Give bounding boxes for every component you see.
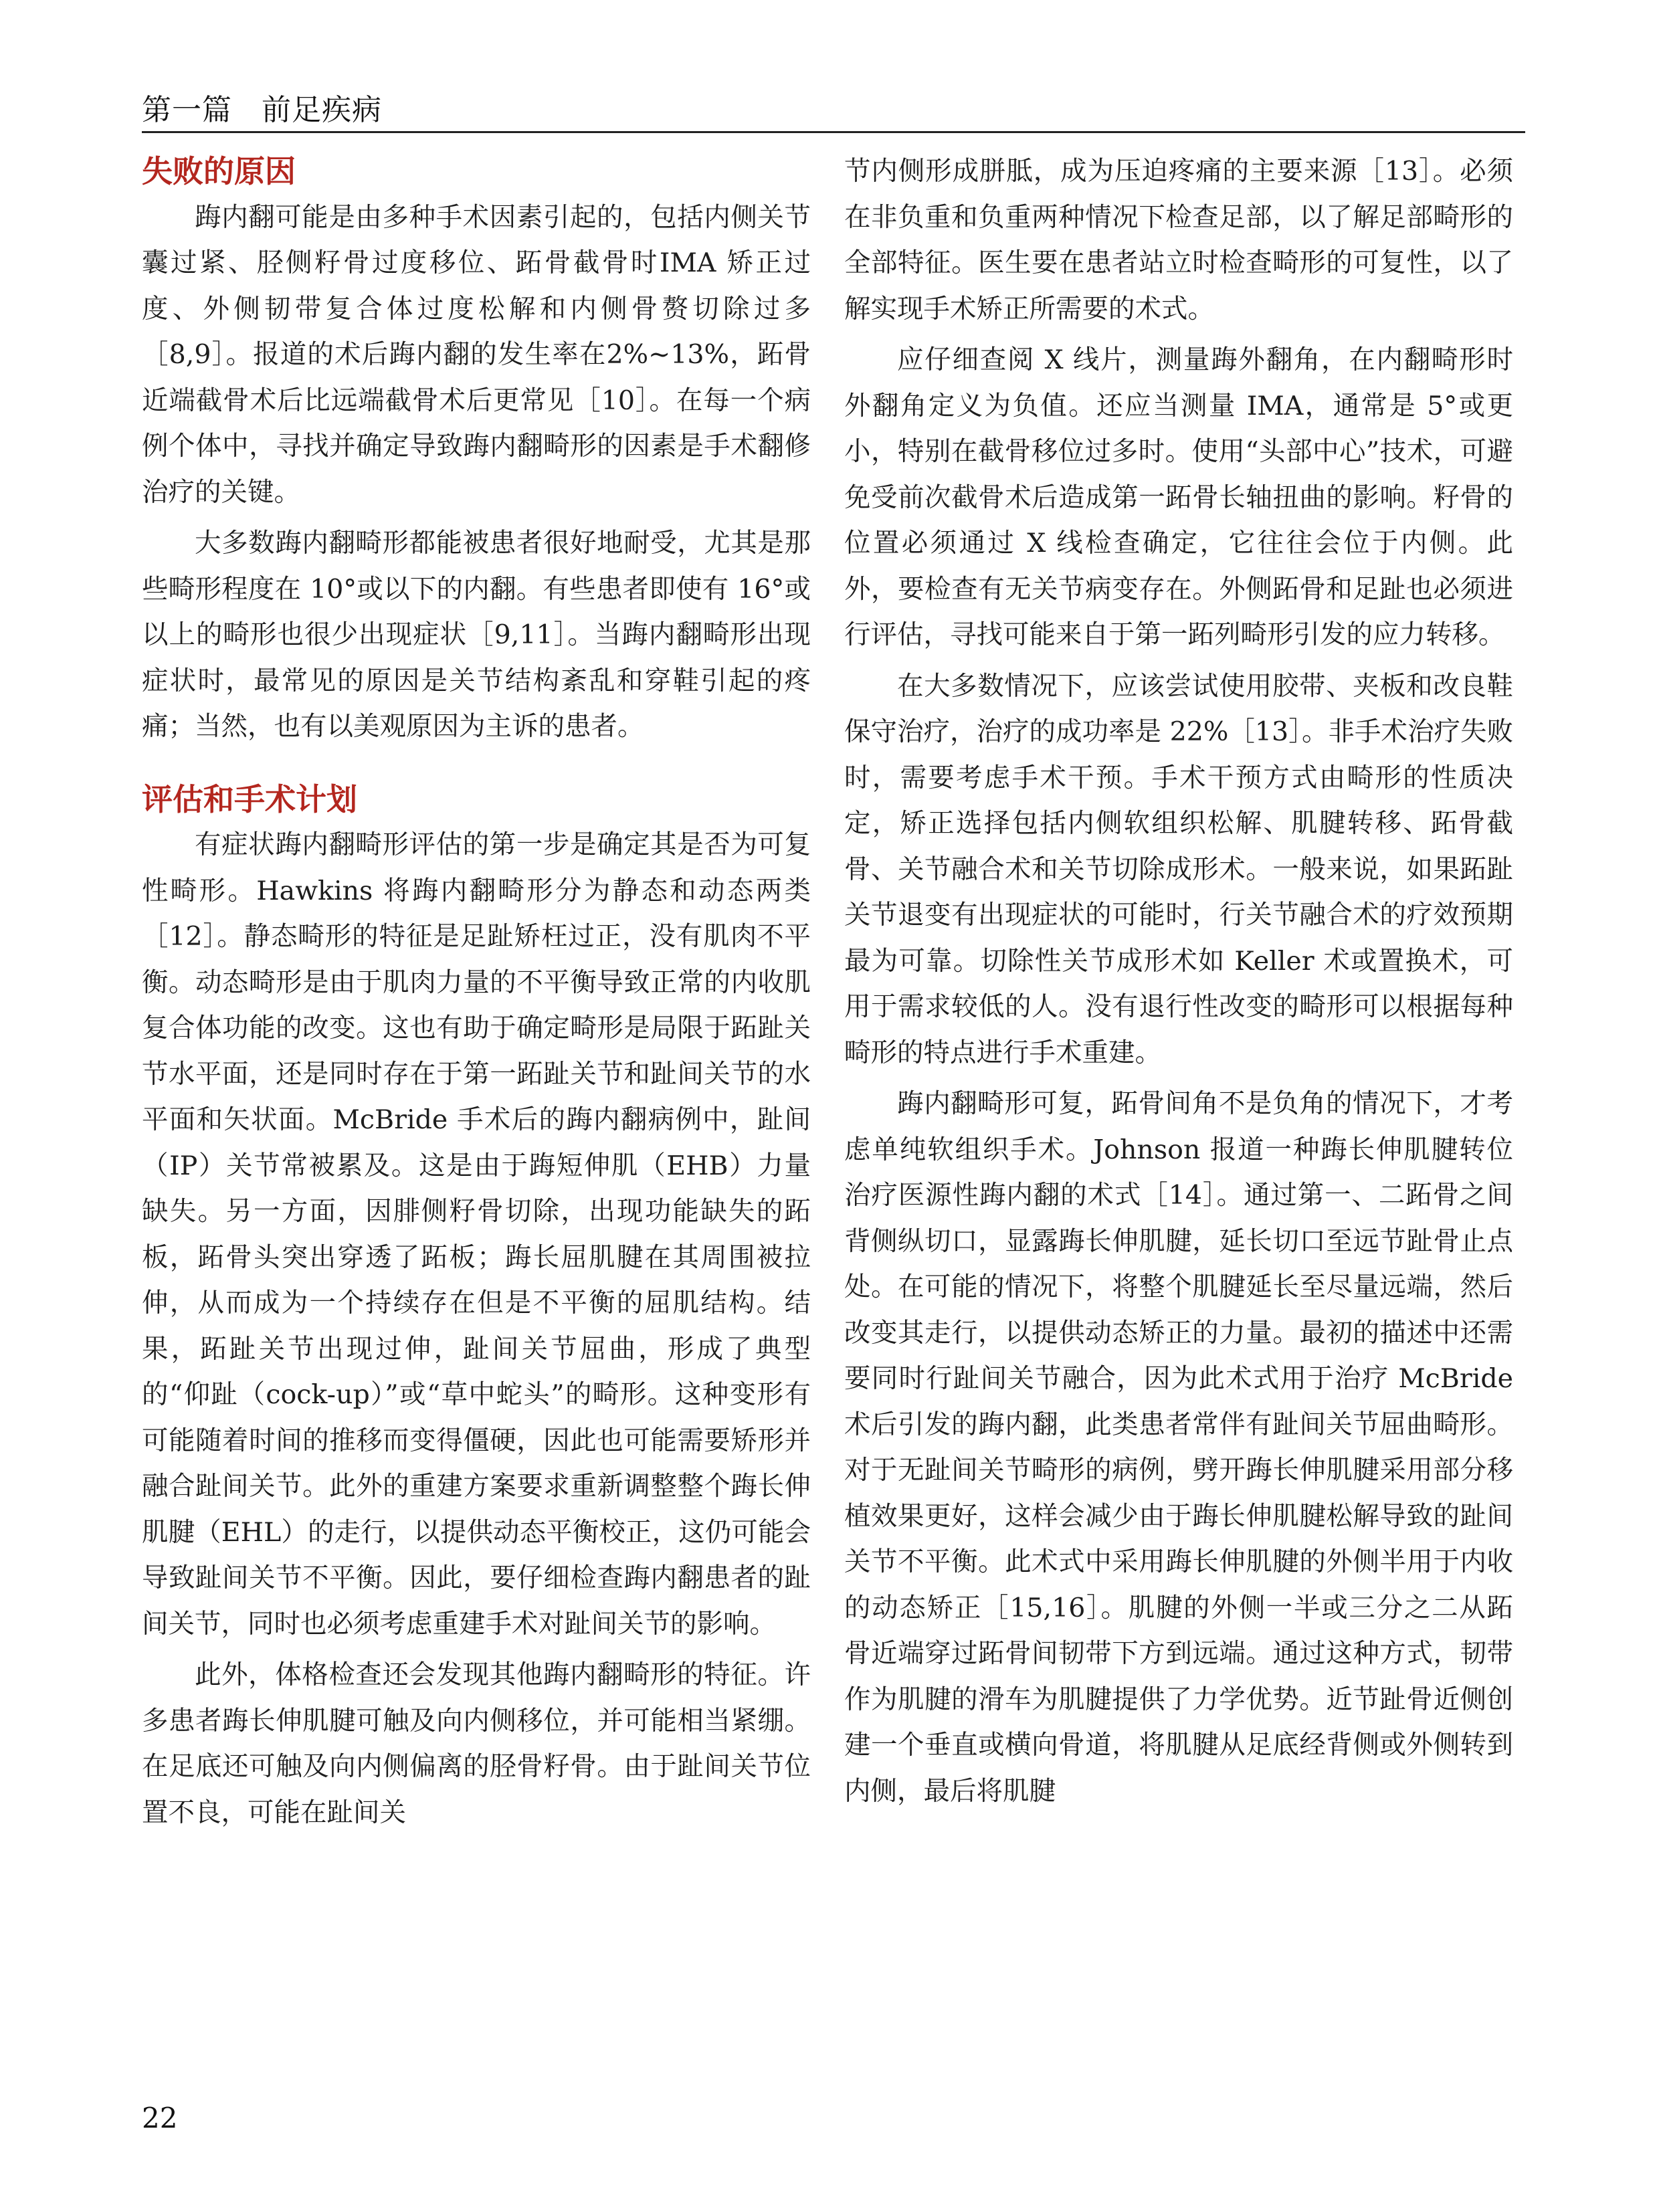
paragraph-continued: 节内侧形成胼胝，成为压迫疼痛的主要来源［13］。必须在非负重和负重两种情况下检查足部，以了解足部畸形的全部特征。医生要在患者站立时检查畸形的可复性，以了解实现手术矫正所需要的术式。 bbox=[844, 156, 1513, 324]
part-title: 前足疾病 bbox=[262, 93, 382, 127]
section-heading-failure-causes: 失败的原因 bbox=[142, 153, 296, 189]
running-header bbox=[142, 86, 382, 128]
page-number: 22 bbox=[142, 2102, 178, 2134]
section-heading-evaluation-plan: 评估和手术计划 bbox=[142, 781, 357, 817]
left-column bbox=[142, 148, 811, 1835]
paragraph: 踇内翻畸形可复，跖骨间角不是负角的情况下，才考虑单纯软组织手术。Johnson 报道一种踇长伸肌腱转位治疗医源性踇内翻的术式［14］。通过第一、二跖骨之间背侧纵切口，显露踇长伸肌腱，延长切口至远节趾骨止点处。在可能的情况下，将整个肌腱延长至尽量远端，然后改变其走行，以提供动态矫正的力量。最初的描述中还需要同时行趾间关节融合，因为此术式用于治疗 McBride 术后引发的踇内翻，此类患者常伴有趾间关节屈曲畸形。对于无趾间关节畸形的病例，劈开踇长伸肌腱采用部分移植效果更好，这样会减少由于踇长伸肌腱松解导致的趾间关节不平衡。此术式中采用踇长伸肌腱的外侧半用于内收的动态矫正［15,16］。肌腱的外侧一半或三分之二从跖骨近端穿过跖骨间韧带下方到远端。通过这种方式，韧带作为肌腱的滑车为肌腱提供了力学优势。近节趾骨近侧创建一个垂直或横向骨道，将肌腱从足底经背侧或外侧转到内侧，最后将肌腱 bbox=[844, 1088, 1513, 1807]
paragraph: 大多数踇内翻畸形都能被患者很好地耐受，尤其是那些畸形程度在 10°或以下的内翻。有些患者即使有 16°或以上的畸形也很少出现症状［9,11］。当踇内翻畸形出现症状时，最常见的原因是关节结构紊乱和穿鞋引起的疼痛；当然，也有以美观原因为主诉的患者。 bbox=[142, 528, 811, 742]
paragraph: 此外，体格检查还会发现其他踇内翻畸形的特征。许多患者踇长伸肌腱可触及向内侧移位，并可能相当紧绷。在足底还可触及向内侧偏离的胫骨籽骨。由于趾间关节位置不良，可能在趾间关 bbox=[142, 1660, 811, 1828]
paragraph: 有症状踇内翻畸形评估的第一步是确定其是否为可复性畸形。Hawkins 将踇内翻畸形分为静态和动态两类［12］。静态畸形的特征是足趾矫枉过正，没有肌肉不平衡。动态畸形是由于肌肉力量的不平衡导致正常的内收肌复合体功能的改变。这也有助于确定畸形是局限于跖趾关节水平面，还是同时存在于第一跖趾关节和趾间关节的水平面和矢状面。McBride 手术后的踇内翻病例中，趾间（IP）关节常被累及。这是由于踇短伸肌（EHB）力量缺失。另一方面，因腓侧籽骨切除，出现功能缺失的跖板，跖骨头突出穿透了跖板；踇长屈肌腱在其周围被拉伸，从而成为一个持续存在但是不平衡的屈肌结构。结果，跖趾关节出现过伸，趾间关节屈曲，形成了典型的“仰趾（cock-up）”或“草中蛇头”的畸形。这种变形有可能随着时间的推移而变得僵硬，因此也可能需要矫形并融合趾间关节。此外的重建方案要求重新调整整个踇长伸肌腱（EHL）的走行，以提供动态平衡校正，这仍可能会导致趾间关节不平衡。因此，要仔细检查踇内翻患者的趾间关节，同时也必须考虑重建手术对趾间关节的影响。 bbox=[142, 829, 811, 1639]
part-label: 第一篇 bbox=[142, 93, 232, 127]
paragraph: 在大多数情况下，应该尝试使用胶带、夹板和改良鞋保守治疗，治疗的成功率是 22%［13］。非手术治疗失败时，需要考虑手术干预。手术干预方式由畸形的性质决定，矫正选择包括内侧软组织松解、肌腱转移、跖骨截骨、关节融合术和关节切除成形术。一般来说，如果跖趾关节退变有出现症状的可能时，行关节融合术的疗效预期最为可靠。切除性关节成形术如 Keller 术或置换术，可用于需求较低的人。没有退行性改变的畸形可以根据每种畸形的特点进行手术重建。 bbox=[844, 670, 1513, 1068]
paragraph: 应仔细查阅 X 线片，测量踇外翻角，在内翻畸形时外翻角定义为负值。还应当测量 IMA，通常是 5°或更小，特别在截骨移位过多时。使用“头部中心”技术，可避免受前次截骨术后造成第一跖骨长轴扭曲的影响。籽骨的位置必须通过 X 线检查确定，它往往会位于内侧。此外，要检查有无关节病变存在。外侧跖骨和足趾也必须进行评估，寻找可能来自于第一跖列畸形引发的应力转移。 bbox=[844, 344, 1513, 650]
paragraph: 踇内翻可能是由多种手术因素引起的，包括内侧关节囊过紧、胫侧籽骨过度移位、跖骨截骨时IMA 矫正过度、外侧韧带复合体过度松解和内侧骨赘切除过多［8,9］。报道的术后踇内翻的发生率在2%~13%，跖骨近端截骨术后比远端截骨术后更常见［10］。在每一个病例个体中，寻找并确定导致踇内翻畸形的因素是手术翻修治疗的关键。 bbox=[142, 201, 811, 508]
right-column bbox=[844, 148, 1513, 1814]
header-rule bbox=[142, 131, 1525, 133]
